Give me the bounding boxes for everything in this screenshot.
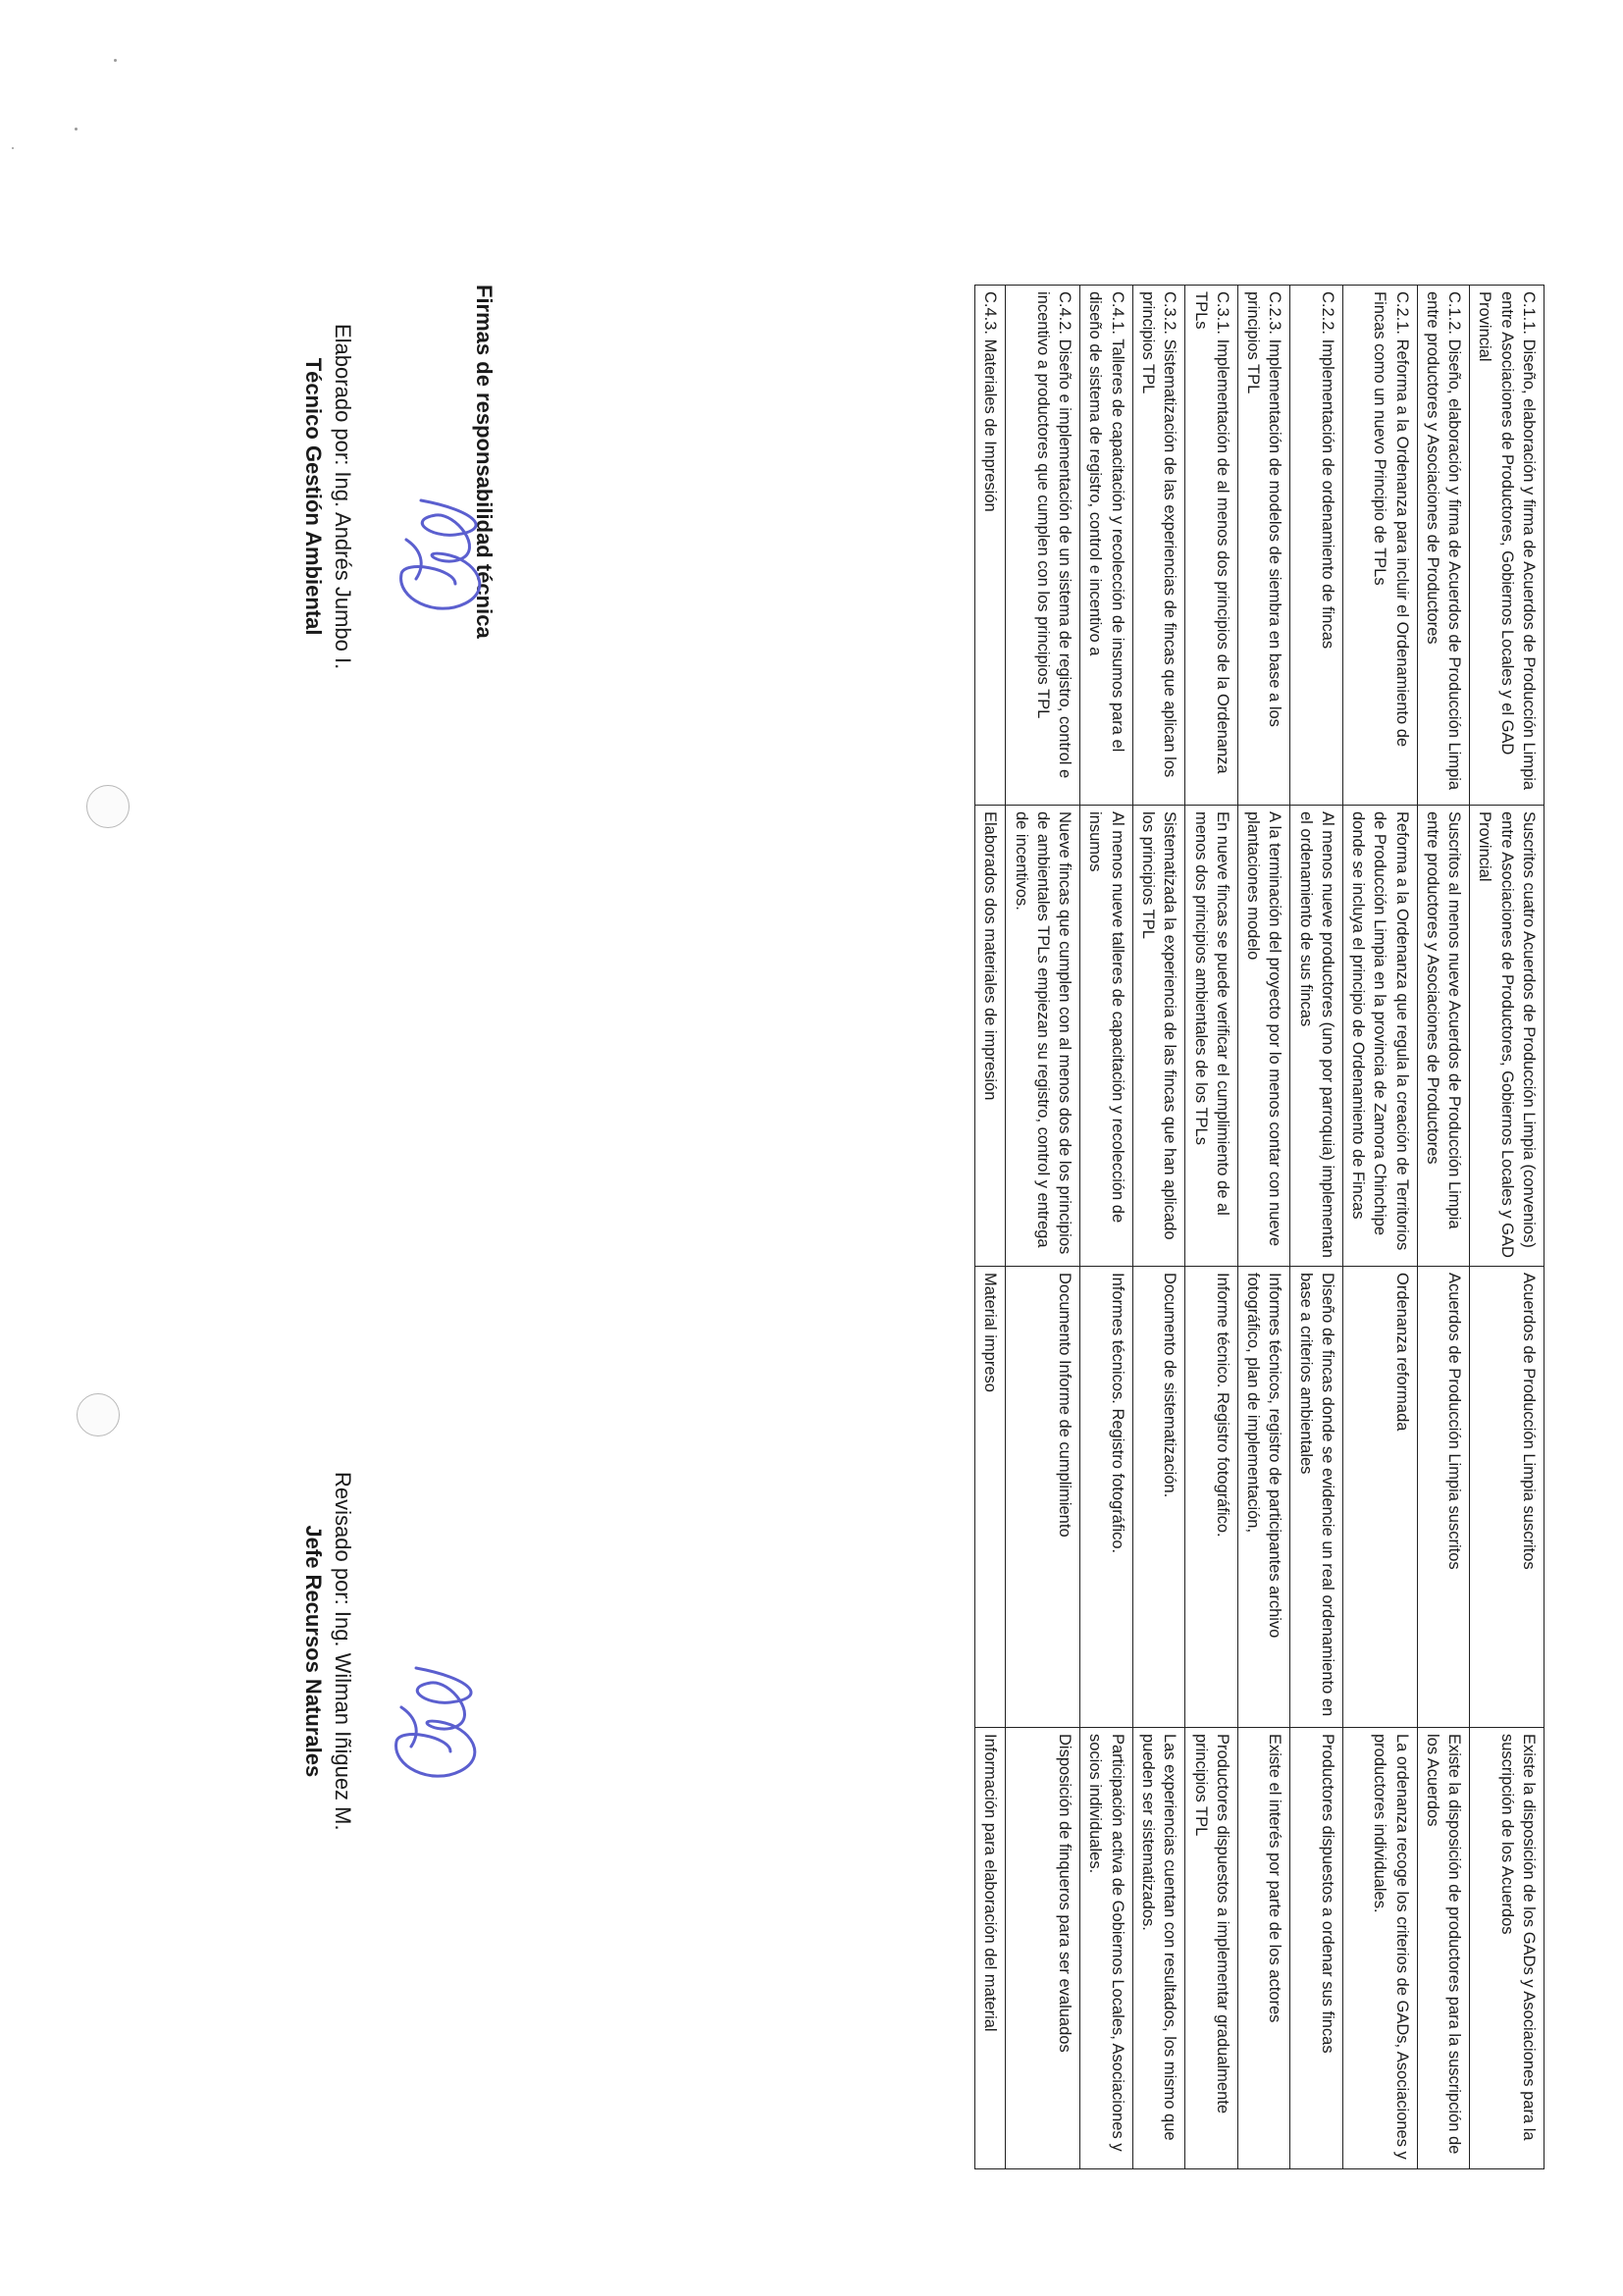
- activities-table: [974, 285, 1544, 2169]
- scan-speck: [114, 59, 117, 62]
- table-cell: Reforma a la Ordenanza que regula la creación de Territorios de Producción Limpia en la provincia de Zamora Chinchipe donde se incluya el principio de Ordenamiento de Fincas: [1342, 806, 1417, 1267]
- table-row: [1290, 286, 1343, 2169]
- scan-speck: [12, 147, 14, 149]
- table-cell: Documento de sistematización.: [1132, 1267, 1185, 1728]
- elaborado-role: Técnico Gestión Ambiental: [301, 357, 327, 636]
- elaborado-line: Elaborado por: Ing. Andrés Jumbo I.: [331, 324, 355, 670]
- signature-andres-jumbo: [367, 481, 514, 628]
- table-cell: Información para elaboración del material: [975, 1728, 1006, 2169]
- table-cell: Al menos nueve productores (uno por parroquia) implementan el ordenamiento de sus fincas: [1290, 806, 1343, 1267]
- table-body: [975, 286, 1544, 2169]
- table-cell: En nueve fincas se puede verificar el cumplimiento de al menos dos principios ambientales de los TPLs: [1185, 806, 1238, 1267]
- table-cell: Disposición de finqueros para ser evaluados: [1006, 1728, 1080, 2169]
- table-cell: Productores dispuestos a ordenar sus fincas: [1290, 1728, 1343, 2169]
- table-cell: Existe el interés por parte de los actores: [1237, 1728, 1290, 2169]
- table-cell: Diseño de fincas donde se evidencie un real ordenamiento en base a criterios ambientales: [1290, 1267, 1343, 1728]
- revisado-signature-block: [299, 1472, 357, 1831]
- signatures-heading: Firmas de responsabilidad técnica: [472, 285, 497, 639]
- table-cell: Acuerdos de Producción Limpia suscritos: [1417, 1267, 1470, 1728]
- punch-hole: [86, 785, 130, 828]
- table-cell: Informes técnicos, registro de participantes archivo fotográfico, plan de implementación,: [1237, 1267, 1290, 1728]
- table-row: [1237, 286, 1290, 2169]
- table-cell: Al menos nueve talleres de capacitación y recolección de insumos: [1080, 806, 1133, 1267]
- revisado-role: Jefe Recursos Naturales: [301, 1525, 327, 1778]
- table-cell: C.3.1. Implementación de al menos dos principios de la Ordenanza TPLs: [1185, 286, 1238, 806]
- table-row: [1470, 286, 1544, 2169]
- table-row: [1132, 286, 1185, 2169]
- table-cell: C.2.1. Reforma a la Ordenanza para incluir el Ordenamiento de Fincas como un nuevo Principio de TPLs: [1342, 286, 1417, 806]
- scan-speck: [75, 128, 78, 130]
- revisado-line: Revisado por: Ing. Wilman Iñiguez M.: [331, 1472, 355, 1831]
- table-row: [1342, 286, 1417, 2169]
- table-cell: C.1.2. Diseño, elaboración y firma de Acuerdos de Producción Limpia entre productores y Asociaciones de Productores: [1417, 286, 1470, 806]
- table-cell: Suscritos cuatro Acuerdos de Producción Limpia (convenios) entre Asociaciones de Productores, Gobiernos Locales y GAD Provincial: [1470, 806, 1544, 1267]
- table-cell: C.2.2. Implementación de ordenamiento de fincas: [1290, 286, 1343, 806]
- table-cell: Existe la disposición de los GADs y Asociaciones para la suscripción de los Acuerdos: [1470, 1728, 1544, 2169]
- table-cell: C.1.1. Diseño, elaboración y firma de Acuerdos de Producción Limpia entre Asociaciones de Productores, Gobiernos Locales y el GAD Provincial: [1470, 286, 1544, 806]
- table-cell: Las experiencias cuentan con resultados, los mismo que pueden ser sistematizados.: [1132, 1728, 1185, 2169]
- table-cell: Suscritos al menos nueve Acuerdos de Producción Limpia entre productores y Asociaciones de Productores: [1417, 806, 1470, 1267]
- table-cell: Ordenanza reformada: [1342, 1267, 1417, 1728]
- table-cell: C.4.3. Materiales de Impresión: [975, 286, 1006, 806]
- table-cell: A la terminación del proyecto por lo menos contar con nueve plantaciones modelo: [1237, 806, 1290, 1267]
- table-cell: Informe técnico. Registro fotográfico.: [1185, 1267, 1238, 1728]
- punch-hole: [77, 1393, 120, 1436]
- table-cell: C.4.1. Talleres de capacitación y recolección de insumos para el diseño de sistema de registro, control e incentivo a: [1080, 286, 1133, 806]
- table-cell: Sistematizada la experiencia de las fincas que han aplicado los principios TPL: [1132, 806, 1185, 1267]
- table-cell: Informes técnicos. Registro fotográfico.: [1080, 1267, 1133, 1728]
- elaborado-signature-block: [299, 324, 357, 669]
- table-cell: C.2.3. Implementación de modelos de siembra en base a los principios TPL: [1237, 286, 1290, 806]
- table-cell: La ordenanza recoge los criterios de GADs, Asociaciones y productores individuales.: [1342, 1728, 1417, 2169]
- table-row: [1006, 286, 1080, 2169]
- table-cell: Existe la disposición de productores para la suscripción de los Acuerdos: [1417, 1728, 1470, 2169]
- table-row: [975, 286, 1006, 2169]
- table-row: [1080, 286, 1133, 2169]
- table-cell: Participación activa de Gobiernos Locales, Asociaciones y socios individuales.: [1080, 1728, 1133, 2169]
- table-cell: Acuerdos de Producción Limpia suscritos: [1470, 1267, 1544, 1728]
- table-cell: C.3.2. Sistematización de las experiencias de fincas que aplican los principios TPL: [1132, 286, 1185, 806]
- table-cell: Elaborados dos materiales de impresión: [975, 806, 1006, 1267]
- table-cell: C.4.2. Diseño e implementación de un sistema de registro, control e incentivo a productores que cumplen con los principios TPL: [1006, 286, 1080, 806]
- table-row: [1185, 286, 1238, 2169]
- table-cell: Productores dispuestos a implementar gradualmente principios TPL: [1185, 1728, 1238, 2169]
- table-cell: Nueve fincas que cumplen con al menos dos de los principios de ambientales TPLs empiezan su registro, control y entrega de incentivos.: [1006, 806, 1080, 1267]
- table-cell: Material impreso: [975, 1267, 1006, 1728]
- table-row: [1417, 286, 1470, 2169]
- table-cell: Documento Informe de cumplimiento: [1006, 1267, 1080, 1728]
- signature-wilman-iniguez: [362, 1648, 509, 1796]
